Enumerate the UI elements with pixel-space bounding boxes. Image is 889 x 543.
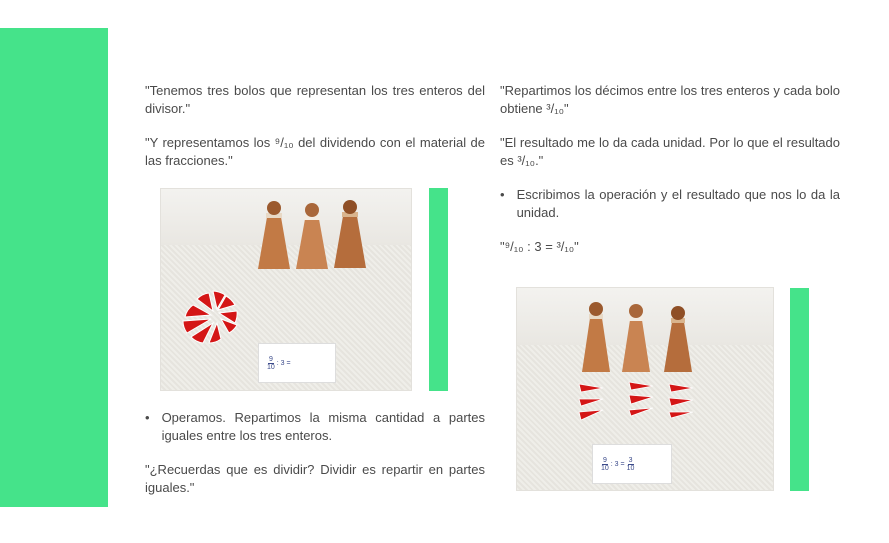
fraction-pieces-group-1 <box>577 382 605 426</box>
wooden-pin-3 <box>333 198 367 270</box>
accent-bar-left <box>429 188 448 391</box>
fraction-pieces-group-3 <box>667 382 695 426</box>
wooden-pin-2 <box>295 201 329 271</box>
bullet-dot: • <box>500 187 505 202</box>
left-paragraph-3: Operamos. Repartimos la misma cantidad a partes iguales entre los tres enteros. <box>161 410 485 443</box>
right-column <box>500 82 840 272</box>
left-column <box>145 82 485 186</box>
accent-bar-right <box>790 288 809 491</box>
card-result-fraction <box>627 457 635 472</box>
wooden-pin-1 <box>581 300 611 374</box>
card-fraction-num: 9 <box>268 355 273 363</box>
card-operation: : 3 = <box>276 359 291 367</box>
card-fraction-den: 10 <box>601 464 609 472</box>
right-paragraph-1: "Repartimos los décimos entre los tres enteros y cada bolo obtiene ³/₁₀" <box>500 83 840 116</box>
green-sidebar <box>0 28 108 507</box>
fraction-pieces-group-2 <box>627 380 655 424</box>
card-result-num: 3 <box>628 456 633 464</box>
red-fraction-pieces <box>179 289 245 345</box>
left-paragraph-4: "¿Recuerdas que es dividir? Dividir es repartir en partes iguales." <box>145 462 485 495</box>
photo-bolos-with-distributed-pieces <box>516 287 774 491</box>
card-fraction-den: 10 <box>267 363 275 371</box>
left-paragraph-1: "Tenemos tres bolos que representan los tres enteros del divisor." <box>145 83 485 116</box>
wooden-pin-3 <box>663 304 693 374</box>
left-column-lower <box>145 409 485 513</box>
right-paragraph-2: "El resultado me lo da cada unidad. Por lo que el resultado es ³/₁₀." <box>500 135 840 168</box>
left-bullet <box>145 409 485 445</box>
left-paragraph-2: "Y representamos los ⁹/₁₀ del dividendo con el material de las fracciones." <box>145 135 485 168</box>
right-paragraph-3: Escribimos la operación y el resultado que nos lo da la unidad. <box>516 187 840 220</box>
wooden-pin-2 <box>621 302 651 374</box>
operation-card <box>593 445 671 483</box>
right-bullet <box>500 186 840 222</box>
wooden-pin-1 <box>257 199 291 271</box>
card-fraction <box>267 356 275 371</box>
card-result-den: 10 <box>626 464 635 472</box>
card-operation: : 3 = <box>610 460 625 468</box>
right-paragraph-4: "⁹/₁₀ : 3 = ³/₁₀" <box>500 239 579 254</box>
operation-card <box>259 344 335 382</box>
photo-bolos-with-fraction-pieces <box>160 188 412 391</box>
card-fraction-num: 9 <box>602 456 607 464</box>
bullet-dot: • <box>145 410 150 425</box>
card-fraction <box>601 457 609 472</box>
